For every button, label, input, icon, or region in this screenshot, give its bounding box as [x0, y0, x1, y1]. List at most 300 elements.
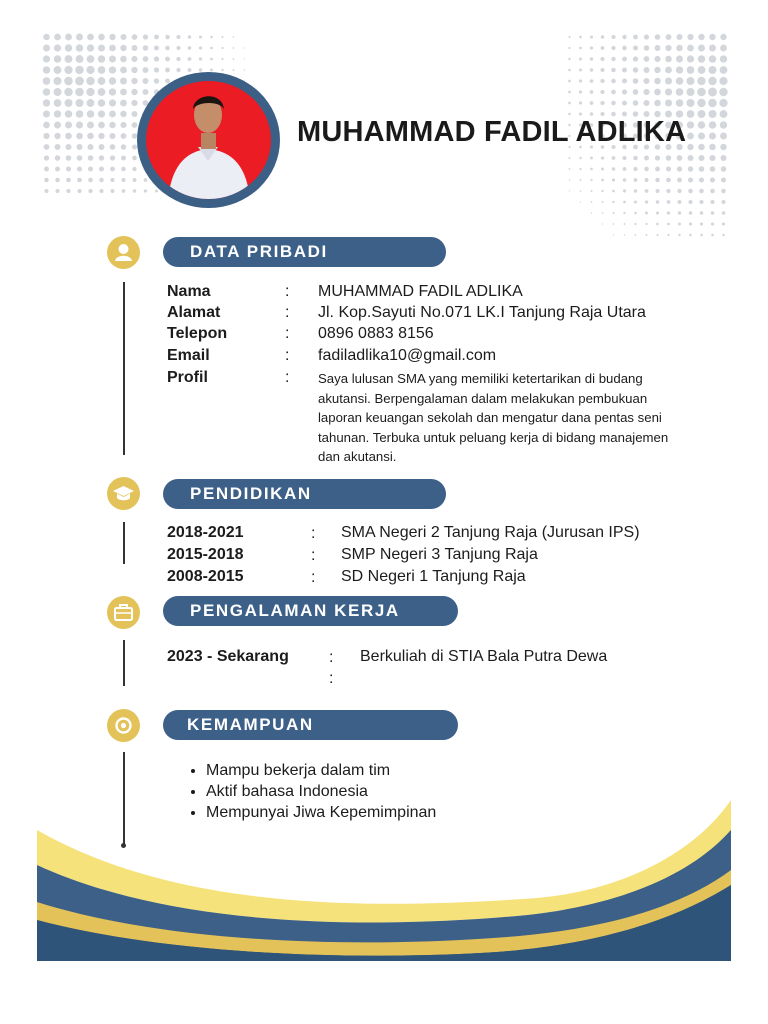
halftone-dot	[590, 101, 594, 105]
halftone-dot	[233, 69, 235, 71]
halftone-dot	[244, 69, 245, 70]
halftone-dot	[699, 200, 703, 204]
timeline-line	[123, 282, 125, 455]
halftone-dot	[43, 110, 50, 117]
halftone-dot	[601, 167, 604, 170]
halftone-dot	[677, 178, 682, 183]
halftone-dot	[612, 178, 615, 181]
halftone-dot	[131, 89, 137, 95]
halftone-dot	[623, 167, 627, 171]
halftone-dot	[53, 77, 61, 85]
section-header-experience: PENGALAMAN KERJA	[163, 596, 458, 626]
halftone-dot	[710, 189, 715, 194]
halftone-dot	[165, 57, 170, 62]
halftone-dot	[65, 55, 73, 63]
halftone-dot	[678, 223, 681, 226]
halftone-dot	[622, 46, 627, 51]
halftone-dot	[643, 78, 649, 84]
halftone-dot	[612, 156, 616, 160]
halftone-dot	[121, 144, 126, 149]
halftone-dot	[44, 178, 48, 182]
halftone-dot	[165, 46, 170, 51]
halftone-dot	[121, 167, 126, 172]
halftone-dot	[143, 67, 149, 73]
halftone-dot	[65, 44, 72, 51]
halftone-dot	[623, 178, 627, 182]
halftone-dot	[698, 66, 706, 74]
halftone-dot	[44, 167, 49, 172]
halftone-dot	[623, 189, 626, 192]
halftone-dot	[131, 56, 137, 62]
halftone-dot	[44, 155, 49, 160]
separator: :	[311, 525, 316, 542]
halftone-dot	[569, 190, 570, 191]
halftone-dot	[720, 66, 728, 74]
halftone-dot	[580, 179, 582, 181]
halftone-dot	[64, 66, 72, 74]
halftone-dot	[600, 90, 604, 94]
halftone-dot	[667, 200, 671, 204]
halftone-dot	[611, 79, 616, 84]
halftone-dot	[590, 57, 593, 60]
halftone-dot	[678, 200, 682, 204]
halftone-dot	[131, 78, 137, 84]
label-telepon: Telepon	[167, 325, 228, 342]
halftone-dot	[120, 122, 126, 128]
halftone-dot	[54, 122, 61, 129]
halftone-dot	[602, 223, 603, 224]
halftone-dot	[722, 234, 725, 237]
halftone-dot	[54, 110, 61, 117]
halftone-dot	[654, 56, 660, 62]
halftone-dot	[109, 133, 115, 139]
halftone-dot	[176, 46, 180, 50]
halftone-dot	[154, 35, 159, 40]
label-email: Email	[167, 347, 210, 364]
halftone-dot	[132, 122, 138, 128]
halftone-dot	[77, 166, 82, 171]
halftone-dot	[154, 56, 159, 61]
halftone-dot	[76, 144, 82, 150]
separator: :	[329, 649, 334, 666]
halftone-dot	[721, 200, 725, 204]
halftone-dot	[590, 90, 594, 94]
halftone-dot	[645, 189, 649, 193]
halftone-dot	[44, 144, 50, 150]
education-years: 2015-2018	[167, 546, 244, 563]
halftone-dot	[109, 55, 116, 62]
halftone-dot	[233, 58, 235, 60]
halftone-dot	[611, 90, 616, 95]
halftone-dot	[99, 155, 104, 160]
halftone-dot	[579, 90, 582, 93]
halftone-dot	[709, 155, 715, 161]
halftone-dot	[110, 178, 114, 182]
halftone-dot	[579, 58, 582, 61]
halftone-dot	[77, 189, 81, 193]
halftone-dot	[634, 200, 637, 203]
halftone-dot	[122, 189, 126, 193]
halftone-dot	[88, 166, 93, 171]
separator: :	[285, 347, 290, 364]
halftone-dot	[75, 66, 83, 74]
halftone-dot	[568, 113, 571, 116]
halftone-dot	[720, 55, 727, 62]
halftone-dot	[710, 166, 716, 172]
halftone-dot	[121, 133, 127, 139]
halftone-dot	[568, 91, 571, 94]
halftone-dot	[655, 167, 660, 172]
halftone-dot	[721, 189, 726, 194]
halftone-dot	[676, 66, 683, 73]
halftone-dot	[221, 36, 223, 38]
decorative-waves	[37, 790, 731, 961]
halftone-dot	[568, 58, 570, 60]
halftone-dot	[131, 111, 137, 117]
halftone-dot	[210, 47, 213, 50]
halftone-dot	[43, 133, 49, 139]
halftone-dot	[655, 155, 660, 160]
halftone-dot	[687, 121, 694, 128]
halftone-dot	[591, 201, 593, 203]
halftone-dot	[120, 56, 127, 63]
halftone-dot	[55, 178, 60, 183]
halftone-dot	[686, 99, 694, 107]
halftone-dot	[698, 110, 706, 118]
halftone-dot	[721, 166, 727, 172]
halftone-dot	[667, 223, 670, 226]
halftone-dot	[633, 100, 639, 106]
halftone-dot	[656, 211, 659, 214]
timeline-line	[123, 522, 125, 564]
halftone-dot	[87, 133, 94, 140]
halftone-dot	[635, 234, 637, 236]
halftone-dot	[655, 45, 661, 51]
halftone-dot	[590, 35, 593, 38]
halftone-dot	[43, 77, 51, 85]
halftone-dot	[644, 167, 649, 172]
halftone-dot	[66, 178, 71, 183]
halftone-dot	[633, 89, 639, 95]
halftone-dot	[110, 155, 115, 160]
halftone-dot	[87, 110, 94, 117]
halftone-dot	[698, 132, 705, 139]
halftone-dot	[199, 35, 202, 38]
halftone-dot	[43, 55, 50, 62]
halftone-dot	[177, 35, 181, 39]
halftone-dot	[98, 99, 106, 107]
halftone-dot	[678, 234, 680, 236]
halftone-dot	[687, 77, 695, 85]
halftone-dot	[188, 68, 192, 72]
separator: :	[285, 369, 290, 386]
halftone-dot	[188, 35, 192, 39]
halftone-dot	[144, 178, 148, 182]
halftone-dot	[624, 223, 626, 225]
halftone-dot	[579, 79, 582, 82]
halftone-dot	[676, 45, 683, 52]
halftone-dot	[720, 144, 726, 150]
halftone-dot	[188, 46, 192, 50]
halftone-dot	[643, 100, 649, 106]
halftone-dot	[708, 99, 717, 108]
halftone-dot	[133, 178, 137, 182]
halftone-dot	[602, 212, 604, 214]
halftone-dot	[634, 223, 636, 225]
halftone-dot	[132, 34, 138, 40]
halftone-dot	[221, 58, 223, 60]
halftone-dot	[132, 45, 138, 51]
halftone-dot	[677, 189, 681, 193]
halftone-dot	[613, 223, 615, 225]
halftone-dot	[633, 45, 638, 50]
halftone-dot	[689, 211, 693, 215]
halftone-dot	[689, 234, 692, 237]
halftone-dot	[143, 34, 148, 39]
halftone-dot	[590, 168, 593, 171]
halftone-dot	[55, 166, 60, 171]
halftone-dot	[700, 234, 703, 237]
halftone-dot	[687, 133, 694, 140]
halftone-dot	[708, 88, 717, 97]
halftone-dot	[601, 35, 605, 39]
halftone-dot	[722, 211, 726, 215]
halftone-dot	[677, 166, 682, 171]
halftone-dot	[120, 45, 126, 51]
halftone-dot	[644, 178, 648, 182]
experience-period: 2023 - Sekarang	[167, 648, 289, 665]
halftone-dot	[698, 155, 704, 161]
halftone-dot	[120, 89, 127, 96]
halftone-dot	[77, 178, 82, 183]
halftone-dot	[87, 122, 94, 129]
halftone-dot	[633, 35, 638, 40]
halftone-dot	[64, 99, 72, 107]
halftone-dot	[590, 79, 594, 83]
halftone-dot	[612, 167, 615, 170]
halftone-dot	[709, 121, 717, 129]
halftone-dot	[665, 99, 672, 106]
halftone-dot	[590, 179, 592, 181]
halftone-dot	[709, 34, 715, 40]
halftone-dot	[688, 166, 693, 171]
halftone-dot	[667, 234, 669, 236]
halftone-dot	[676, 88, 684, 96]
halftone-dot	[143, 45, 149, 51]
halftone-dot	[132, 167, 136, 171]
halftone-dot	[110, 144, 116, 150]
halftone-dot	[623, 212, 625, 214]
halftone-dot	[654, 100, 661, 107]
halftone-dot	[698, 144, 705, 151]
halftone-dot	[143, 89, 149, 95]
halftone-dot	[666, 155, 672, 161]
halftone-dot	[66, 189, 70, 193]
section-header-personal: DATA PRIBADI	[163, 237, 446, 267]
halftone-dot	[43, 45, 50, 52]
halftone-dot	[55, 155, 61, 161]
halftone-dot	[709, 55, 716, 62]
halftone-dot	[98, 133, 104, 139]
halftone-dot	[65, 144, 71, 150]
halftone-dot	[676, 99, 684, 107]
halftone-dot	[199, 46, 202, 49]
halftone-dot	[579, 157, 581, 159]
halftone-dot	[676, 34, 682, 40]
halftone-dot	[131, 100, 137, 106]
separator: :	[311, 547, 316, 564]
halftone-dot	[88, 178, 93, 183]
experience-description: Berkuliah di STIA Bala Putra Dewa	[360, 648, 608, 665]
halftone-dot	[86, 66, 94, 74]
halftone-dot	[643, 89, 649, 95]
halftone-dot	[590, 157, 593, 160]
halftone-dot	[155, 190, 158, 193]
value-nama: MUHAMMAD FADIL ADLIKA	[318, 283, 523, 300]
halftone-dot	[109, 111, 116, 118]
halftone-dot	[655, 34, 661, 40]
halftone-dot	[88, 189, 92, 193]
halftone-dot	[569, 179, 571, 181]
halftone-dot	[645, 212, 648, 215]
halftone-dot	[698, 121, 706, 129]
separator: :	[285, 304, 290, 321]
halftone-dot	[233, 47, 235, 49]
halftone-dot	[710, 177, 715, 182]
halftone-dot	[688, 155, 694, 161]
halftone-dot	[76, 34, 83, 41]
halftone-dot	[131, 67, 137, 73]
halftone-dot	[665, 77, 672, 84]
halftone-dot	[111, 189, 115, 193]
halftone-dot	[645, 200, 648, 203]
halftone-dot	[98, 77, 106, 85]
education-years: 2008-2015	[167, 568, 244, 585]
halftone-dot	[165, 68, 170, 73]
halftone-dot	[687, 110, 695, 118]
halftone-dot	[244, 58, 245, 59]
halftone-dot	[666, 189, 670, 193]
halftone-dot	[600, 68, 604, 72]
halftone-dot	[656, 234, 658, 236]
halftone-dot	[86, 77, 94, 85]
halftone-dot	[120, 67, 127, 74]
halftone-dot	[55, 144, 61, 150]
halftone-dot	[54, 44, 61, 51]
separator: :	[285, 283, 290, 300]
halftone-dot	[64, 88, 72, 96]
halftone-dot	[165, 35, 169, 39]
halftone-dot	[720, 133, 727, 140]
profile-photo	[146, 81, 271, 199]
halftone-dot	[601, 201, 603, 203]
halftone-dot	[622, 89, 627, 94]
halftone-dot	[99, 178, 103, 182]
halftone-dot	[699, 177, 704, 182]
halftone-dot	[98, 122, 105, 129]
halftone-dot	[612, 212, 614, 214]
section-header-skills: KEMAMPUAN	[163, 710, 458, 740]
halftone-dot	[76, 55, 84, 63]
halftone-dot	[210, 69, 213, 72]
label-nama: Nama	[167, 283, 211, 300]
halftone-dot	[76, 110, 84, 118]
label-profil: Profil	[167, 369, 208, 386]
halftone-dot	[709, 66, 717, 74]
halftone-dot	[644, 45, 649, 50]
halftone-dot	[698, 45, 705, 52]
halftone-dot	[121, 178, 125, 182]
halftone-dot	[109, 88, 116, 95]
halftone-dot	[120, 111, 126, 117]
halftone-dot	[109, 66, 116, 73]
halftone-dot	[88, 155, 94, 161]
halftone-dot	[45, 189, 49, 193]
halftone-dot	[721, 177, 726, 182]
value-profil: Saya lulusan SMA yang memiliki ketertarikan di budang akutansi. Berpengalaman dalam melakukan pembukuan laporan keuangan sekolah dan mengatur dana pentas seni tahunan. Terbuka untuk peluang kerja di bidang manajemen dan akutansi.	[318, 371, 669, 464]
halftone-dot	[569, 168, 571, 170]
halftone-dot	[210, 58, 213, 61]
halftone-dot	[600, 79, 604, 83]
halftone-dot	[579, 68, 582, 71]
halftone-dot	[686, 88, 694, 96]
halftone-dot	[600, 101, 604, 105]
halftone-dot	[65, 133, 72, 140]
halftone-dot	[132, 156, 137, 161]
halftone-dot	[99, 167, 104, 172]
education-school: SMA Negeri 2 Tanjung Raja (Jurusan IPS)	[341, 524, 640, 541]
halftone-dot	[86, 88, 94, 96]
halftone-dot	[109, 45, 116, 52]
halftone-dot	[75, 88, 84, 97]
halftone-dot	[568, 47, 570, 49]
halftone-dot	[622, 57, 627, 62]
halftone-dot	[54, 133, 60, 139]
halftone-dot	[622, 35, 626, 39]
halftone-dot	[120, 34, 126, 40]
halftone-dot	[579, 36, 582, 39]
halftone-dot	[644, 156, 649, 161]
value-alamat: Jl. Kop.Sayuti No.071 LK.I Tanjung Raja Utara	[318, 304, 646, 321]
halftone-dot	[654, 78, 661, 85]
halftone-dot	[676, 77, 684, 85]
halftone-dot	[580, 190, 582, 192]
halftone-dot	[66, 155, 72, 161]
halftone-dot	[698, 34, 704, 40]
separator: :	[285, 325, 290, 342]
halftone-dot	[719, 99, 727, 107]
halftone-dot	[711, 234, 714, 237]
section-header-education: PENDIDIKAN	[163, 479, 446, 509]
halftone-dot	[54, 99, 62, 107]
user-icon	[107, 236, 140, 269]
halftone-dot	[591, 212, 592, 213]
halftone-dot	[154, 45, 159, 50]
halftone-dot	[677, 155, 683, 161]
separator: :	[311, 569, 316, 586]
halftone-dot	[687, 34, 693, 40]
halftone-dot	[75, 99, 83, 107]
halftone-dot	[719, 88, 727, 96]
halftone-dot	[244, 47, 245, 48]
halftone-dot	[697, 99, 705, 107]
halftone-dot	[43, 66, 51, 74]
halftone-dot	[613, 234, 614, 235]
briefcase-icon	[107, 596, 140, 629]
halftone-dot	[75, 77, 84, 86]
halftone-dot	[87, 144, 93, 150]
halftone-dot	[590, 46, 593, 49]
